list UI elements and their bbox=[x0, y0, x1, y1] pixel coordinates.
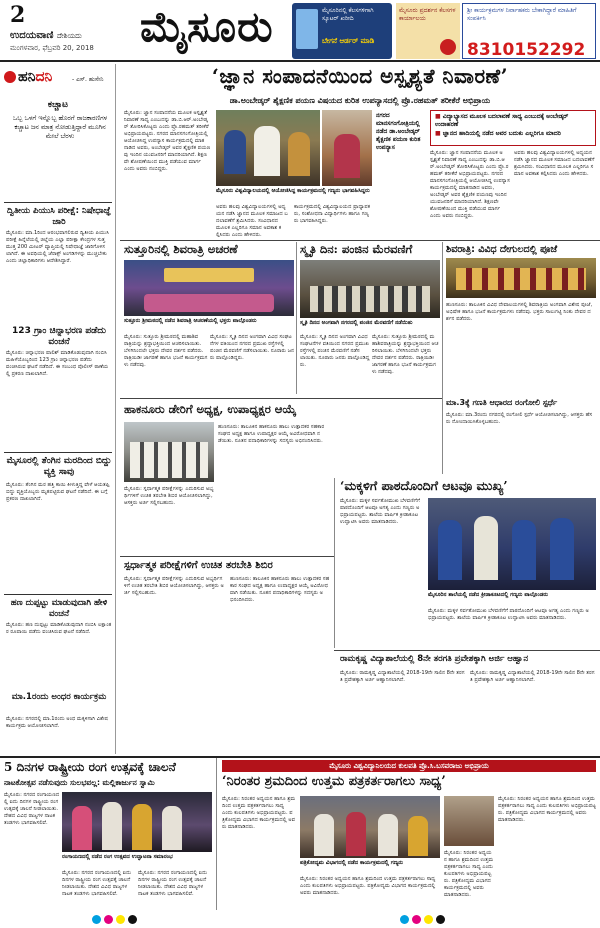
sparda-headline[interactable]: ಸ್ಪರ್ಧಾತ್ಮಕ ಪರೀಕ್ಷೆಗಳಿಗೆ ಉಚಿತ ತರಬೇತಿ ಶಿಬಿರ bbox=[124, 560, 273, 571]
lead-body-col2: ಅವರು ಹಲವು ವಿಶ್ವವಿದ್ಯಾಲಯಗಳಲ್ಲಿ ಅಧ್ಯಯನ ನಡೆಸಿ ಜ್ಞಾನದ ಮೂಲಕ ಸಮಾಜದ ಬದಲಾವಣೆಗೆ ಶ್ರಮಿಸಿದರು. ಸಂವಿಧಾನದ ಮೂಲಕ ಎಲ್ಲರಿಗೂ ಸಮಾನ ಅವಕಾಶ ಕಲ್ಪಿಸಿದರು ಎಂದು ಹೇಳಿದರು. bbox=[216, 204, 288, 238]
makkal-text: ಮೈಸೂರು: ಮಕ್ಕಳ ಸರ್ವತೋಮುಖ ಬೆಳವಣಿಗೆಗೆ ಪಾಠದೊಂದಿಗೆ ಆಟವೂ ಅಗತ್ಯ ಎಂದು ಗಣ್ಯರು ಅಭಿಪ್ರಾಯಪಟ್ಟರು. ಶಾಲೆಯ ವಾರ್ಷಿಕ ಕ್ರೀಡಾಕೂಟ ಉದ್ಘಾಟಿಸಿ ಅವರು ಮಾತನಾಡಿದರು. bbox=[340, 498, 420, 525]
ranga-utsava-headline[interactable]: 5 ದಿನಗಳ ರಾಷ್ಟ್ರೀಯ ರಂಗ ಉತ್ಸವಕ್ಕೆ ಚಾಲನೆ bbox=[4, 760, 176, 774]
paper-name bbox=[10, 30, 82, 41]
bullet-icon: ■ bbox=[435, 130, 441, 137]
divider bbox=[0, 756, 600, 758]
journalism-photo-2 bbox=[444, 796, 494, 846]
person-figure bbox=[550, 518, 574, 580]
shivaratri-headline[interactable]: ಸುತ್ತೂರಿನಲ್ಲಿ ಶಿವರಾತ್ರಿ ಅಚರಣೆ bbox=[124, 242, 238, 256]
hakanur-text: ಹುಣಸೂರು: ತಾಲೂಕಿನ ಹಾಕನೂರು ಹಾಲು ಉತ್ಪಾದಕರ ಸಹಕಾರ ಸಂಘದ ಅಧ್ಯಕ್ಷ ಹಾಗೂ ಉಪಾಧ್ಯಕ್ಷರ ಆಯ್ಕೆ ಅವಿರೋಧವಾಗಿ ನಡೆಯಿತು. ನೂತನ ಪದಾಧಿಕಾರಿಗಳನ್ನು ಸದಸ್ಯರು ಅಭಿನಂದಿಸಿದರು. bbox=[218, 424, 325, 444]
person-figure bbox=[474, 516, 498, 580]
story1-headline[interactable]: ದ್ವಿತೀಯ ಪಿಯುಸಿ ಪರೀಕ್ಷೆ: ನಿಷೇಧಾಜ್ಞೆ ಜಾರಿ bbox=[6, 206, 111, 227]
dani-word: ದನಿ bbox=[35, 69, 53, 85]
black-dot-icon bbox=[128, 915, 137, 924]
bullet-icon: ■ bbox=[435, 113, 441, 120]
makkal-text-2: ಮೈಸೂರು: ಮಕ್ಕಳ ಸರ್ವತೋಮುಖ ಬೆಳವಣಿಗೆಗೆ ಪಾಠದೊಂದಿಗೆ ಆಟವೂ ಅಗತ್ಯ ಎಂದು ಗಣ್ಯರು ಅಭಿಪ್ರಾಯಪಟ್ಟರು. ಶಾಲೆಯ ವಾರ್ಷಿಕ ಕ್ರೀಡಾಕೂಟ ಉದ್ಘಾಟಿಸಿ ಅವರು ಮಾತನಾಡಿದರು. bbox=[428, 608, 589, 621]
masthead bbox=[0, 0, 600, 62]
cyan-dot-icon bbox=[92, 915, 101, 924]
dancers bbox=[144, 294, 274, 312]
journalism-caption: ಪತ್ರಿಕೋದ್ಯಮ ವಿಭಾಗದಲ್ಲಿ ನಡೆದ ಕಾರ್ಯಕ್ರಮದಲ್ಲಿ ಗಣ್ಯರು bbox=[300, 860, 404, 866]
person-figure bbox=[346, 812, 366, 856]
puja-photo bbox=[446, 258, 596, 298]
story4-headline[interactable]: ಹಣ ದುಪ್ಪಟ್ಟು ಮಾಡುವುದಾಗಿ ಹೇಳಿ ವಂಚನೆ bbox=[10, 598, 108, 619]
story2-text: ಮೈಸೂರು: ಚಿನ್ನಾಭರಣ ಪಾಲಿಶ್ ಮಾಡಿಕೊಡುವುದಾಗಿ ನಂಬಿಸಿ ಮಹಿಳೆಯೊಬ್ಬರಿಂದ 123 ಗ್ರಾಂ ಚಿನ್ನಾಭರಣ ಪಡೆದು ವಂಚಿಸಿರುವ ಘಟನೆ ನಡೆದಿದೆ. ಈ ಸಂಬಂಧ ಪೊಲೀಸ್ ಠಾಣೆಯಲ್ಲಿ ಪ್ರಕರಣ ದಾಖಲಾಗಿದೆ. bbox=[6, 350, 109, 377]
divider bbox=[216, 758, 217, 910]
scooter-ad[interactable] bbox=[292, 3, 392, 59]
lead-body-col4: ಮೈಸೂರು: ಜ್ಞಾನ ಸಂಪಾದನೆಯ ಮೂಲಕ ಅಸ್ಪೃಶ್ಯತೆ ನಿವಾರಣೆ ಸಾಧ್ಯ ಎಂಬುದನ್ನು ಡಾ.ಬಿ.ಆರ್.ಅಂಬೇಡ್ಕರ್ ತೋರಿಸಿಕೊಟ್ಟರು ಎಂದು ಪ್ರೊ.ರಹಮತ್ ತರೀಕೆರೆ ಅಭಿಪ್ರಾಯಪಟ್ಟರು. ನಗರದ ಮಾನಸಗಂಗೋತ್ರಿಯಲ್ಲಿ ಆಯೋಜಿಸಿದ್ದ ಉಪನ್ಯಾಸ ಕಾರ್ಯಕ್ರಮದಲ್ಲಿ ಮಾತನಾಡಿದ ಅವರು, ಅಂಬೇಡ್ಕರ್ ಅವರ ಶೈಕ್ಷಣಿಕ ಪಯಣವು ಇಂದಿನ ಯುವಜನರಿಗೆ ಮಾದರಿಯಾಗಿದೆ. ಶಿಕ್ಷಣವೇ ಶೋಷಣೆಯಿಂದ ಮುಕ್ತಿ ಪಡೆಯುವ ಮಾರ್ಗ ಎಂದು ಅವರು ನಂಬಿದ್ದರು. bbox=[430, 150, 510, 219]
divider bbox=[4, 202, 112, 203]
cyan-dot-icon bbox=[400, 915, 409, 924]
person-figure bbox=[512, 520, 536, 580]
ramakrishna-headline[interactable]: ರಾಮಕೃಷ್ಣ ವಿದ್ಯಾಶಾಲೆಯಲ್ಲಿ 8ನೇ ತರಗತಿ ಪ್ರವೇಶಕ್ಕಾಗಿ ಅರ್ಜಿ ಆಹ್ವಾನ bbox=[340, 654, 529, 664]
yellow-dot-icon bbox=[424, 915, 433, 924]
person-figure bbox=[132, 804, 152, 850]
journalism-headline[interactable]: ‘ನಿರಂತರ ಶ್ರಮದಿಂದ ಉತ್ತಮ ಪತ್ರಕರ್ತರಾಗಲು ಸಾಧ್ಯ’ bbox=[222, 774, 446, 789]
puja-text: ಹುಣಸೂರು: ತಾಲೂಕಿನ ವಿವಿಧ ದೇವಾಲಯಗಳಲ್ಲಿ ಶಿವರಾತ್ರಿಯ ಅಂಗವಾಗಿ ವಿಶೇಷ ಪೂಜೆ, ಅಭಿಷೇಕ ಹಾಗೂ ಭಜನೆ ಕಾರ್ಯಕ್ರಮಗಳು ನಡೆದವು. ಭಕ್ತರು ಸಾಲುಗಟ್ಟಿ ನಿಂತು ದೇವರ ದರ್ಶನ ಪಡೆದರು. bbox=[446, 302, 593, 322]
person-figure bbox=[314, 814, 334, 856]
divider bbox=[334, 650, 600, 651]
crowd bbox=[310, 286, 430, 312]
journalism-banner: ಮೈಸೂರು ವಿಶ್ವವಿದ್ಯಾನಿಲಯದ ಕುಲಪತಿ ಪ್ರೊ.ಸಿ.ಬಸವರಾಜು ಅಭಿಪ್ರಾಯ bbox=[222, 760, 596, 772]
hakanur-text-2: ಮೈಸೂರು: ಸ್ಪರ್ಧಾತ್ಮಕ ಪರೀಕ್ಷೆಗಳನ್ನು ಎದುರಿಸುವ ಅಭ್ಯರ್ಥಿಗಳಿಗೆ ಉಚಿತ ತರಬೇತಿ ಶಿಬಿರ ಆಯೋಜಿಸಲಾಗಿದ್ದು, ಆಸಕ್ತರು ಅರ್ಜಿ ಸಲ್ಲಿಸಬಹುದು. bbox=[124, 486, 214, 506]
story2-headline[interactable]: 123 ಗ್ರಾಂ ಚಿನ್ನಾಭರಣ ಪಡೆದು ವಂಚನೆ bbox=[12, 326, 106, 347]
exhibition-ad[interactable] bbox=[396, 3, 460, 59]
ad2-badge-icon bbox=[440, 39, 456, 55]
magenta-dot-icon bbox=[104, 915, 113, 924]
poem-title: ಕಚ್ಚಾಟ bbox=[47, 100, 69, 110]
yellow-dot-icon bbox=[116, 915, 125, 924]
sparda-text-2: ಹುಣಸೂರು: ತಾಲೂಕಿನ ಹಾಕನೂರು ಹಾಲು ಉತ್ಪಾದಕರ ಸಹಕಾರ ಸಂಘದ ಅಧ್ಯಕ್ಷ ಹಾಗೂ ಉಪಾಧ್ಯಕ್ಷರ ಆಯ್ಕೆ ಅವಿರೋಧವಾಗಿ ನಡೆಯಿತು. ನೂತನ ಪದಾಧಿಕಾರಿಗಳನ್ನು ಸದಸ್ಯರು ಅಭಿನಂದಿಸಿದರು. bbox=[230, 576, 330, 603]
lead-body-col5: ಅವರು ಹಲವು ವಿಶ್ವವಿದ್ಯಾಲಯಗಳಲ್ಲಿ ಅಧ್ಯಯನ ನಡೆಸಿ ಜ್ಞಾನದ ಮೂಲಕ ಸಮಾಜದ ಬದಲಾವಣೆಗೆ ಶ್ರಮಿಸಿದರು. ಸಂವಿಧಾನದ ಮೂಲಕ ಎಲ್ಲರಿಗೂ ಸಮಾನ ಅವಕಾಶ ಕಲ್ಪಿಸಿದರು ಎಂದು ಹೇಳಿದರು. bbox=[514, 150, 595, 177]
hani-dani-title bbox=[18, 69, 52, 85]
divider bbox=[442, 242, 443, 474]
shivaratri-text: ಮೈಸೂರು: ಸುತ್ತೂರು ಶ್ರೀಮಠದಲ್ಲಿ ಮಹಾಶಿವರಾತ್ರಿಯನ್ನು ಶ್ರದ್ಧಾಭಕ್ತಿಯಿಂದ ಆಚರಿಸಲಾಯಿತು. ಬೆಳಗಿನಿಂದಲೇ ಭಕ್ತರು ದೇವರ ದರ್ಶನ ಪಡೆದರು. ರಾತ್ರಿಯಿಡೀ ಜಾಗರಣೆ ಹಾಗೂ ಭಜನೆ ಕಾರ್ಯಕ್ರಮಗಳು ನಡೆದವು. bbox=[124, 334, 208, 368]
bullet-2-text: ಜ್ಞಾನದ ಹಾದಿಯಲ್ಲಿ ನಡೆದ ಅವರ ಬದುಕು ಎಲ್ಲರಿಗೂ ಮಾದರಿ bbox=[442, 130, 561, 137]
black-dot-icon bbox=[436, 915, 445, 924]
journalism-text-3: ಮೈಸೂರು: ನಿರಂತರ ಅಧ್ಯಯನ ಹಾಗೂ ಶ್ರಮದಿಂದ ಉತ್ತಮ ಪತ್ರಕರ್ತರಾಗಲು ಸಾಧ್ಯ ಎಂದು ಕುಲಪತಿಗಳು ಅಭಿಪ್ರಾಯಪಟ್ಟರು. ಪತ್ರಿಕೋದ್ಯಮ ವಿಭಾಗದ ಕಾರ್ಯಕ್ರಮದಲ್ಲಿ ಅವರು ಮಾತನಾಡಿದರು. bbox=[444, 850, 494, 898]
ranga-utsava-subhead: ನಾಟಕೋತ್ಸವ ನಡೆಸುವುದು ಸುಲಭವಲ್ಲ: ಮಲ್ಲಿಕಾರ್ಜುನ ಸ್ವಾಮಿ bbox=[4, 778, 155, 787]
person-figure bbox=[378, 814, 398, 856]
story3-text: ಮೈಸೂರು: ತೆಂಗಿನ ಮರ ಹತ್ತಿ ಕಾಯಿ ಕೀಳುತ್ತಿದ್ದ ವೇಳೆ ಆಯತಪ್ಪಿ ಬಿದ್ದು ವ್ಯಕ್ತಿಯೊಬ್ಬರು ಮೃತಪಟ್ಟಿರುವ ಘಟನೆ ನಡೆದಿದೆ. ಈ ಬಗ್ಗೆ ಪ್ರಕರಣ ದಾಖಲಾಗಿದೆ. bbox=[6, 482, 110, 502]
story5-headline[interactable]: ಮಾ.1ರಂದು ಅಂಧರ ಕಾರ್ಯಕ್ರಮ bbox=[11, 692, 107, 702]
sparda-text: ಮೈಸೂರು: ಸ್ಪರ್ಧಾತ್ಮಕ ಪರೀಕ್ಷೆಗಳನ್ನು ಎದುರಿಸುವ ಅಭ್ಯರ್ಥಿಗಳಿಗೆ ಉಚಿತ ತರಬೇತಿ ಶಿಬಿರ ಆಯೋಜಿಸಲಾಗಿದ್ದು, ಆಸಕ್ತರು ಅರ್ಜಿ ಸಲ್ಲಿಸಬಹುದು. bbox=[124, 576, 224, 596]
smriti-photo bbox=[300, 260, 440, 318]
ranga-utsava-photo bbox=[62, 792, 212, 852]
lead-headline[interactable]: ‘ಜ್ಞಾನ ಸಂಪಾದನೆಯಿಂದ ಅಸ್ಪೃಶ್ಯತೆ ನಿವಾರಣೆ’ bbox=[211, 64, 509, 88]
journalism-text-2: ಮೈಸೂರು: ನಿರಂತರ ಅಧ್ಯಯನ ಹಾಗೂ ಶ್ರಮದಿಂದ ಉತ್ತಮ ಪತ್ರಕರ್ತರಾಗಲು ಸಾಧ್ಯ ಎಂದು ಕುಲಪತಿಗಳು ಅಭಿಪ್ರಾಯಪಟ್ಟರು. ಪತ್ರಿಕೋದ್ಯಮ ವಿಭಾಗದ ಕಾರ್ಯಕ್ರಮದಲ್ಲಿ ಅವರು ಮಾತನಾಡಿದರು. bbox=[300, 876, 436, 896]
drop-icon bbox=[4, 71, 16, 83]
ranga-utsava-caption: ರಂಗಾಯಣದಲ್ಲಿ ನಡೆದ ರಂಗ ಉತ್ಸವದ ಉದ್ಘಾಟನಾ ಸಮಾರಂಭ bbox=[62, 854, 173, 860]
person-figure bbox=[288, 132, 310, 176]
person-figure bbox=[408, 816, 428, 856]
page-number: 2 bbox=[10, 2, 26, 28]
story1-text: ಮೈಸೂರು: ಮಾ.1ರಿಂದ ಆರಂಭವಾಗಲಿರುವ ದ್ವಿತೀಯ ಪಿಯುಸಿ ಪರೀಕ್ಷೆ ಹಿನ್ನೆಲೆಯಲ್ಲಿ ಜಿಲ್ಲೆಯ ಎಲ್ಲಾ ಪರೀಕ್ಷಾ ಕೇಂದ್ರಗಳ ಸುತ್ತಮುತ್ತ 200 ಮೀಟರ್ ವ್ಯಾಪ್ತಿಯಲ್ಲಿ ನಿಷೇಧಾಜ್ಞೆ ಜಾರಿಗೊಳಿಸಲಾಗಿದೆ. ಈ ಅವಧಿಯಲ್ಲಿ ಜೆರಾಕ್ಸ್ ಅಂಗಡಿಗಳನ್ನು ಮುಚ್ಚಬೇಕು ಎಂದು ಜಿಲ್ಲಾಧಿಕಾರಿಗಳು ಆದೇಶಿಸಿದ್ದಾರೆ. bbox=[6, 230, 109, 264]
poem-text: ಒಬ್ಬ ಒಳಗೆ ಇನ್ನೊಬ್ಬ ಹೊರಗೆ ರಾಜಕಾರಣಿಗಳ ಕಚ್ಚಾಟ ಜನ ಮಾತ್ರ ನೋಡುತ್ತಿದ್ದಾರೆ ಮೂಗಿನ ಮೇಲೆ ಬೆರಳು bbox=[12, 114, 108, 140]
lead-subhead: ಡಾ.ಅಂಬೇಡ್ಕರ್ ಶೈಕ್ಷಣಿಕ ಪಯಣ ವಿಷಯದ ಕುರಿತ ಉಪನ್ಯಾಸದಲ್ಲಿ ಪ್ರೊ.ರಹಮತ್ ತರೀಕೆರೆ ಅಭಿಪ್ರಾಯ bbox=[229, 96, 491, 105]
hani-author: - ಎಸ್. ಹುಸೇನಿ bbox=[72, 76, 104, 83]
shivaratri-text-2: ಮೈಸೂರು: ಸ್ಮೃತಿ ದಿನದ ಅಂಗವಾಗಿ ವಿವಿಧ ಸಂಘಟನೆಗಳ ವತಿಯಿಂದ ನಗರದ ಪ್ರಮುಖ ರಸ್ತೆಗಳಲ್ಲಿ ಪಂಜಿನ ಮೆರವಣಿಗೆ ನಡೆಸಲಾಯಿತು. ನೂರಾರು ಜನರು ಪಾಲ್ಗೊಂಡಿದ್ದರು. bbox=[210, 334, 294, 361]
phone-image-icon bbox=[296, 9, 318, 49]
divider bbox=[120, 556, 334, 557]
ranga-utsava-text-3: ಮೈಸೂರು: ನಗರದ ರಂಗಾಯಣದಲ್ಲಿ ಐದು ದಿನಗಳ ರಾಷ್ಟ್ರೀಯ ರಂಗ ಉತ್ಸವಕ್ಕೆ ಚಾಲನೆ ನೀಡಲಾಯಿತು. ದೇಶದ ವಿವಿಧ ರಾಜ್ಯಗಳ ನಾಟಕ ತಂಡಗಳು ಭಾಗವಹಿಸಲಿವೆ. bbox=[138, 870, 208, 897]
section-title: ಮೈಸೂರು bbox=[140, 2, 274, 51]
divider bbox=[334, 478, 335, 648]
hakanur-photo bbox=[124, 422, 214, 482]
hani-dani-header bbox=[4, 66, 114, 86]
divider bbox=[120, 240, 600, 241]
ramakrishna-text: ಮೈಸೂರು: ರಾಮಕೃಷ್ಣ ವಿದ್ಯಾಶಾಲೆಯಲ್ಲಿ 2018-19ನೇ ಸಾಲಿನ 8ನೇ ತರಗತಿ ಪ್ರವೇಶಕ್ಕಾಗಿ ಅರ್ಜಿ ಆಹ್ವಾನಿಸಲಾಗಿದೆ. bbox=[340, 670, 465, 683]
lead-photo-caption: ಮೈಸೂರು ವಿಶ್ವವಿದ್ಯಾಲಯದಲ್ಲಿ ಆಯೋಜಿಸಿದ್ದ ಕಾರ್ಯಕ್ರಮದಲ್ಲಿ ಗಣ್ಯರು ಭಾಗವಹಿಸಿದ್ದರು bbox=[216, 188, 370, 194]
smriti-headline[interactable]: ಸ್ಮೃತಿ ದಿನ: ಪಂಜಿನ ಮೆರವಣಿಗೆ bbox=[300, 242, 413, 256]
divider bbox=[4, 594, 112, 595]
lead-photo-2 bbox=[322, 110, 372, 186]
story4-text: ಮೈಸೂರು: ಹಣ ದುಪ್ಪಟ್ಟು ಮಾಡಿಕೊಡುವುದಾಗಿ ನಂಬಿಸಿ ಲಕ್ಷಾಂತರ ರೂಪಾಯಿ ಪಡೆದು ವಂಚಿಸಿರುವ ಘಟನೆ ನಡೆದಿದೆ. bbox=[6, 622, 112, 635]
ranga-utsava-text-2: ಮೈಸೂರು: ನಗರದ ರಂಗಾಯಣದಲ್ಲಿ ಐದು ದಿನಗಳ ರಾಷ್ಟ್ರೀಯ ರಂಗ ಉತ್ಸವಕ್ಕೆ ಚಾಲನೆ ನೀಡಲಾಯಿತು. ದೇಶದ ವಿವಿಧ ರಾಜ್ಯಗಳ ನಾಟಕ ತಂಡಗಳು ಭಾಗವಹಿಸಲಿವೆ. bbox=[62, 870, 132, 897]
journalism-text: ಮೈಸೂರು: ನಿರಂತರ ಅಧ್ಯಯನ ಹಾಗೂ ಶ್ರಮದಿಂದ ಉತ್ತಮ ಪತ್ರಕರ್ತರಾಗಲು ಸಾಧ್ಯ ಎಂದು ಕುಲಪತಿಗಳು ಅಭಿಪ್ರಾಯಪಟ್ಟರು. ಪತ್ರಿಕೋದ್ಯಮ ವಿಭಾಗದ ಕಾರ್ಯಕ್ರಮದಲ್ಲಿ ಅವರು ಮಾತನಾಡಿದರು. bbox=[222, 796, 296, 830]
hakanur-headline[interactable]: ಹಾಕನೂರು ಡೇರಿಗೆ ಅಧ್ಯಕ್ಷ, ಉಪಾಧ್ಯಕ್ಷರ ಆಯ್ಕೆ bbox=[124, 402, 297, 416]
smriti-text: ಮೈಸೂರು: ಸ್ಮೃತಿ ದಿನದ ಅಂಗವಾಗಿ ವಿವಿಧ ಸಂಘಟನೆಗಳ ವತಿಯಿಂದ ನಗರದ ಪ್ರಮುಖ ರಸ್ತೆಗಳಲ್ಲಿ ಪಂಜಿನ ಮೆರವಣಿಗೆ ನಡೆಸಲಾಯಿತು. ನೂರಾರು ಜನರು ಪಾಲ್ಗೊಂಡಿದ್ದರು. bbox=[300, 334, 370, 368]
ad3-phone: 8310152292 bbox=[467, 40, 586, 60]
paper-title: ಉದಯವಾಣಿ bbox=[10, 30, 54, 41]
rangoli-headline[interactable]: ಮಾ.3ಕ್ಕೆ ಗಣತಿ ಆಧಾರದ ರಂಗೋಲಿ ಸ್ಪರ್ಧೆ bbox=[446, 398, 558, 407]
jobs-ad[interactable] bbox=[462, 3, 596, 59]
person-figure bbox=[334, 134, 360, 178]
paper-edition: ದೇಶಿಯದು bbox=[56, 32, 82, 40]
story5-text: ಮೈಸೂರು: ನಗರದಲ್ಲಿ ಮಾ.1ರಂದು ಅಂಧ ಮಕ್ಕಳಿಗಾಗಿ ವಿಶೇಷ ಕಾರ್ಯಕ್ರಮ ಆಯೋಜಿಸಲಾಗಿದೆ. bbox=[6, 716, 109, 729]
person-figure bbox=[102, 802, 122, 850]
journalism-photo bbox=[300, 796, 440, 858]
rangoli-text: ಮೈಸೂರು: ಮಾ.3ರಂದು ನಗರದಲ್ಲಿ ರಂಗೋಲಿ ಸ್ಪರ್ಧೆ ಆಯೋಜಿಸಲಾಗಿದ್ದು, ಆಸಕ್ತರು ಹೆಸರು ನೋಂದಾಯಿಸಿಕೊಳ್ಳಬಹುದು. bbox=[446, 412, 593, 425]
edition-date: ಮಂಗಳವಾರ, ಫೆಬ್ರವರಿ 20, 2018 bbox=[10, 44, 94, 52]
smriti-text-2: ಮೈಸೂರು: ಸುತ್ತೂರು ಶ್ರೀಮಠದಲ್ಲಿ ಮಹಾಶಿವರಾತ್ರಿಯನ್ನು ಶ್ರದ್ಧಾಭಕ್ತಿಯಿಂದ ಆಚರಿಸಲಾಯಿತು. ಬೆಳಗಿನಿಂದಲೇ ಭಕ್ತರು ದೇವರ ದರ್ಶನ ಪಡೆದರು. ರಾತ್ರಿಯಿಡೀ ಜಾಗರಣೆ ಹಾಗೂ ಭಜನೆ ಕಾರ್ಯಕ್ರಮಗಳು ನಡೆದವು. bbox=[372, 334, 439, 375]
shivaratri-caption: ಸುತ್ತೂರು ಶ್ರೀಮಠದಲ್ಲಿ ನಡೆದ ಶಿವರಾತ್ರಿ ಆಚರಣೆಯಲ್ಲಿ ಭಕ್ತರು ಪಾಲ್ಗೊಂಡರು bbox=[124, 318, 257, 324]
makkal-headline[interactable]: ‘ಮಕ್ಕಳಿಗೆ ಪಾಠದೊಂದಿಗೆ ಆಟವೂ ಮುಖ್ಯ’ bbox=[340, 478, 508, 493]
divider bbox=[4, 452, 112, 453]
ad2-text: ಮೈಸೂರು ಪ್ರದರ್ಶನ ಕೆಲಸಗಳ ಕಾರ್ಯಾಲಯ bbox=[399, 7, 456, 22]
ramakrishna-text-2: ಮೈಸೂರು: ರಾಮಕೃಷ್ಣ ವಿದ್ಯಾಶಾಲೆಯಲ್ಲಿ 2018-19ನೇ ಸಾಲಿನ 8ನೇ ತರಗತಿ ಪ್ರವೇಶಕ್ಕಾಗಿ ಅರ್ಜಿ ಆಹ್ವಾನಿಸಲಾಗಿದೆ. bbox=[470, 670, 595, 683]
person-figure bbox=[438, 520, 462, 580]
group-people bbox=[130, 442, 208, 478]
lead-bullet-2 bbox=[435, 130, 593, 138]
lead-body-col3: ಕಾರ್ಯಕ್ರಮದಲ್ಲಿ ವಿಶ್ವವಿದ್ಯಾಲಯದ ಪ್ರಾಧ್ಯಾಪಕರು, ಸಂಶೋಧನಾ ವಿದ್ಯಾರ್ಥಿಗಳು ಹಾಗೂ ಗಣ್ಯರು ಭಾಗವಹಿಸಿದ್ದರು. bbox=[294, 204, 371, 224]
divider bbox=[296, 242, 297, 394]
ranga-utsava-text: ಮೈಸೂರು: ನಗರದ ರಂಗಾಯಣದಲ್ಲಿ ಐದು ದಿನಗಳ ರಾಷ್ಟ್ರೀಯ ರಂಗ ಉತ್ಸವಕ್ಕೆ ಚಾಲನೆ ನೀಡಲಾಯಿತು. ದೇಶದ ವಿವಿಧ ರಾಜ್ಯಗಳ ನಾಟಕ ತಂಡಗಳು ಭಾಗವಹಿಸಲಿವೆ. bbox=[4, 792, 60, 826]
lead-pullquote: ನಗರದ ಮಾನಸಗಂಗೋತ್ರಿಯಲ್ಲಿ ನಡೆದ ಡಾ.ಅಂಬೇಡ್ಕರ್ ಶೈಕ್ಷಣಿಕ ಪಯಣ ಕುರಿತ ಉಪನ್ಯಾಸ bbox=[376, 112, 421, 151]
person-figure bbox=[224, 130, 246, 174]
person-figure bbox=[162, 806, 182, 850]
bullet-1-text: ವಿದ್ಯಾಭ್ಯಾಸದ ಮೂಲಕ ಬದಲಾವಣೆ ಸಾಧ್ಯ ಎಂಬುದಕ್ಕೆ ಅಂಬೇಡ್ಕರ್ ಉದಾಹರಣೆ bbox=[435, 113, 569, 128]
hani-word: ಹನಿ bbox=[18, 69, 36, 85]
lead-bullets-box bbox=[430, 110, 596, 146]
lead-photo-1 bbox=[216, 110, 320, 186]
ad3-text: ಶ್ರೀ ಕಾರ್ಯಕ್ರಮಗಳ ನಿರ್ವಾಹಕರು ಬೇಕಾಗಿದ್ದಾರೆ ಮಾಹಿತಿಗೆ ಸಂಪರ್ಕಿಸಿ bbox=[467, 7, 577, 22]
shivaratri-photo bbox=[124, 260, 294, 316]
stage-banner bbox=[164, 268, 254, 282]
magenta-dot-icon bbox=[412, 915, 421, 924]
temple-crowd bbox=[456, 268, 586, 290]
ad1-text2: ಬೇಗನೆ ಆರ್ಡರ್ ಮಾಡಿ bbox=[322, 37, 375, 45]
makkal-photo bbox=[428, 498, 596, 590]
left-column bbox=[0, 64, 116, 754]
person-figure bbox=[254, 126, 280, 176]
journalism-text-4: ಮೈಸೂರು: ನಿರಂತರ ಅಧ್ಯಯನ ಹಾಗೂ ಶ್ರಮದಿಂದ ಉತ್ತಮ ಪತ್ರಕರ್ತರಾಗಲು ಸಾಧ್ಯ ಎಂದು ಕುಲಪತಿಗಳು ಅಭಿಪ್ರಾಯಪಟ್ಟರು. ಪತ್ರಿಕೋದ್ಯಮ ವಿಭಾಗದ ಕಾರ್ಯಕ್ರಮದಲ್ಲಿ ಅವರು ಮಾತನಾಡಿದರು. bbox=[498, 796, 596, 823]
smriti-caption: ಸ್ಮೃತಿ ದಿನದ ಅಂಗವಾಗಿ ನಗರದಲ್ಲಿ ಪಂಜಿನ ಮೆರವಣಿಗೆ ನಡೆಯಿತು bbox=[300, 320, 413, 326]
lead-body-col1: ಮೈಸೂರು: ಜ್ಞಾನ ಸಂಪಾದನೆಯ ಮೂಲಕ ಅಸ್ಪೃಶ್ಯತೆ ನಿವಾರಣೆ ಸಾಧ್ಯ ಎಂಬುದನ್ನು ಡಾ.ಬಿ.ಆರ್.ಅಂಬೇಡ್ಕರ್ ತೋರಿಸಿಕೊಟ್ಟರು ಎಂದು ಪ್ರೊ.ರಹಮತ್ ತರೀಕೆರೆ ಅಭಿಪ್ರಾಯಪಟ್ಟರು. ನಗರದ ಮಾನಸಗಂಗೋತ್ರಿಯಲ್ಲಿ ಆಯೋಜಿಸಿದ್ದ ಉಪನ್ಯಾಸ ಕಾರ್ಯಕ್ರಮದಲ್ಲಿ ಮಾತನಾಡಿದ ಅವರು, ಅಂಬೇಡ್ಕರ್ ಅವರ ಶೈಕ್ಷಣಿಕ ಪಯಣವು ಇಂದಿನ ಯುವಜನರಿಗೆ ಮಾದರಿಯಾಗಿದೆ. ಶಿಕ್ಷಣವೇ ಶೋಷಣೆಯಿಂದ ಮುಕ್ತಿ ಪಡೆಯುವ ಮಾರ್ಗ ಎಂದು ಅವರು ನಂಬಿದ್ದರು. bbox=[124, 110, 211, 172]
print-registration-strip bbox=[0, 912, 600, 928]
puja-headline[interactable]: ಶಿವರಾತ್ರಿ: ವಿವಿಧ ದೇಗುಲದಲ್ಲಿ ಪೂಜೆ bbox=[446, 244, 558, 255]
divider bbox=[120, 398, 442, 399]
ad1-text: ಮೈಸೂರಿನಲ್ಲಿ ಕೆಲಸಗಳಿಗಾಗಿ ಸ್ಕೂಟರ್ ಖರೀದಿ bbox=[322, 7, 374, 22]
person-figure bbox=[72, 806, 92, 850]
lead-bullet-1 bbox=[435, 113, 593, 129]
makkal-caption: ಮೈಸೂರಿನ ಶಾಲೆಯಲ್ಲಿ ನಡೆದ ಕ್ರೀಡಾಕೂಟದಲ್ಲಿ ಗಣ್ಯರು ಪಾಲ್ಗೊಂಡರು bbox=[428, 592, 549, 598]
story3-headline[interactable]: ಮೈಸೂರಲ್ಲಿ ತೆಂಗಿನ ಮರದಿಂದ ಬಿದ್ದು ವ್ಯಕ್ತಿ ಸಾವು bbox=[6, 456, 112, 477]
